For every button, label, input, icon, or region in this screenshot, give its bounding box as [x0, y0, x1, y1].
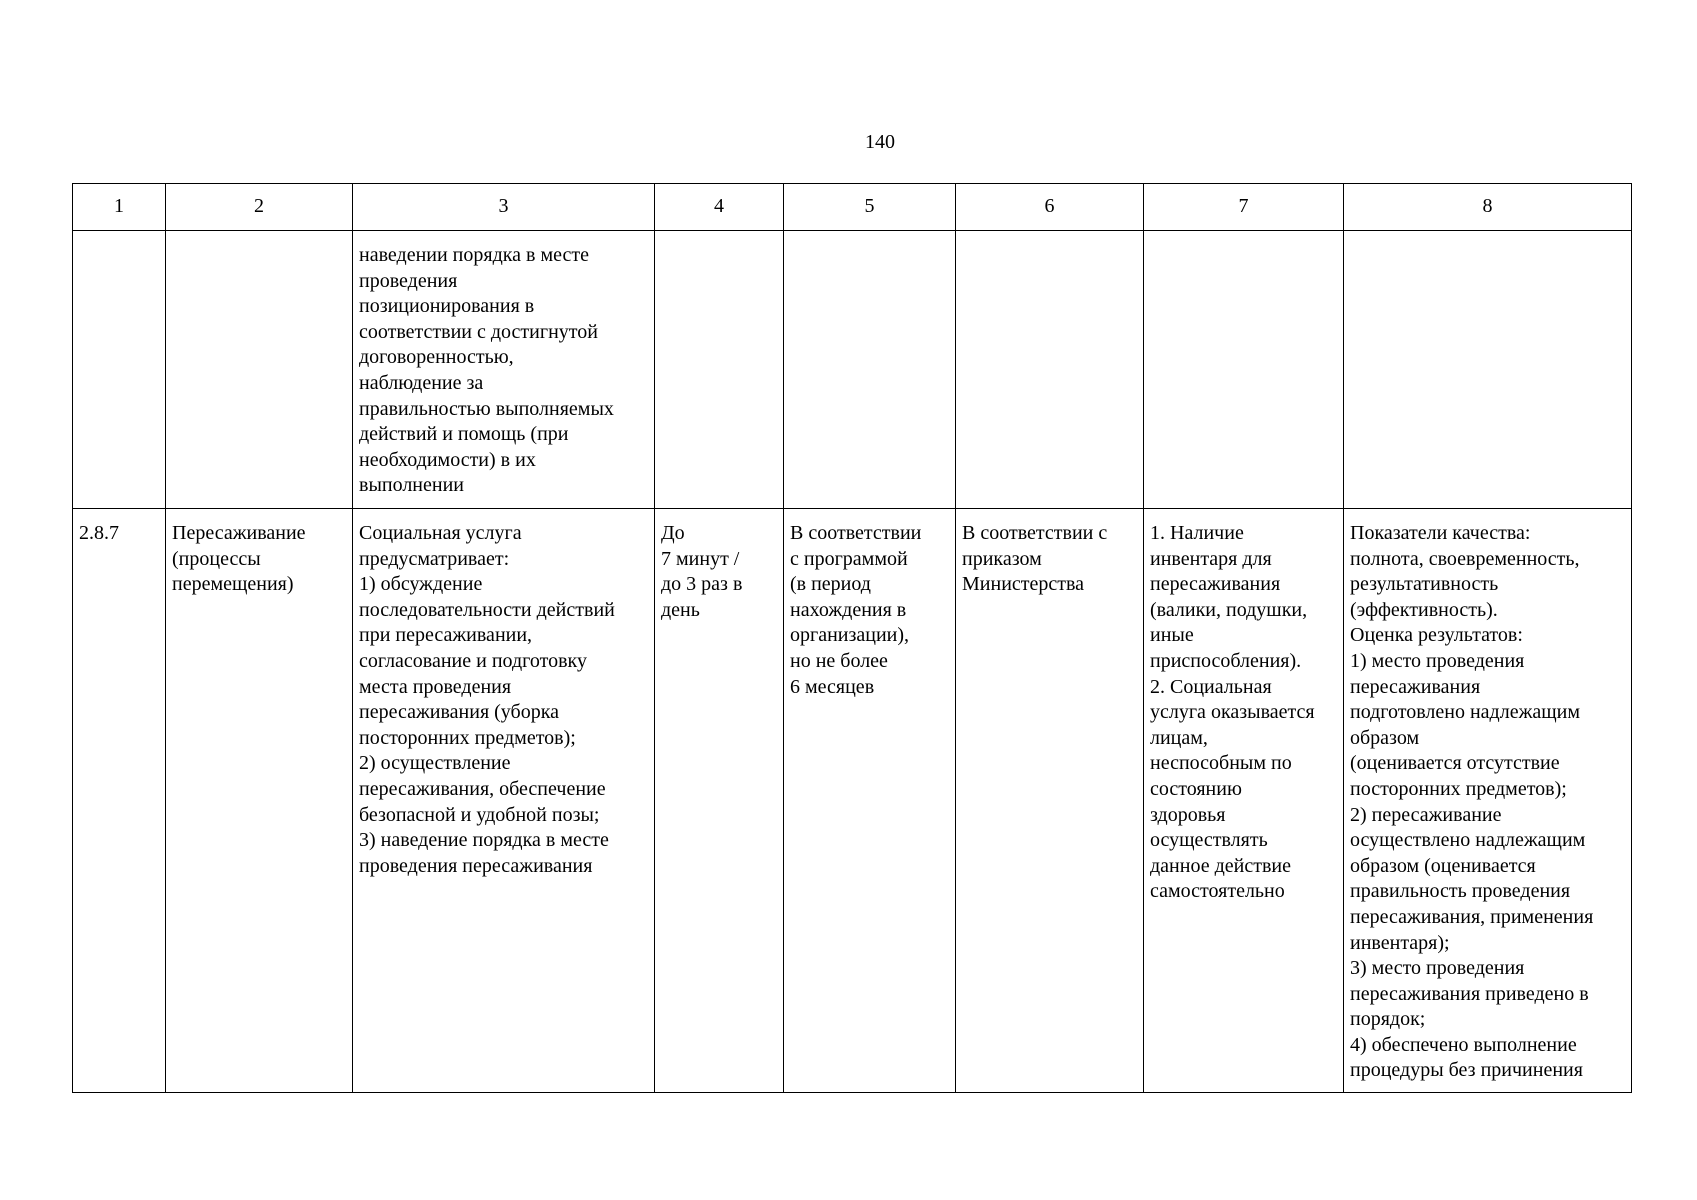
cell-cost	[956, 509, 1144, 1093]
cell-text-line: проведения	[359, 269, 458, 292]
page-number: 140	[865, 131, 895, 153]
cell-text-line: В соответствии	[790, 522, 922, 544]
cell-text-line: неспособным по	[1150, 752, 1292, 775]
cell-text-line: предусматривает:	[359, 547, 510, 570]
cell-text-line: результативность	[1350, 573, 1499, 596]
cell-text-line: В соответствии с	[962, 522, 1108, 544]
cell-text-line: при пересаживании,	[359, 624, 533, 647]
cell-text-line: (эффективность).	[1350, 598, 1498, 621]
cell-text-line: осуществлено надлежащим	[1350, 829, 1586, 852]
cell-text-line: (в период	[790, 573, 871, 596]
cell-text-line: до 3 раз в	[661, 573, 743, 596]
cell-text-line: полнота, своевременность,	[1350, 547, 1580, 570]
cell-text-line: 2) пересаживание	[1350, 803, 1502, 826]
column-header-8: 8	[1344, 184, 1632, 231]
column-header-3: 3	[353, 184, 655, 231]
table-header-row	[73, 184, 1632, 231]
cell-text-line: Оценка результатов:	[1350, 624, 1523, 647]
column-header-1: 1	[73, 184, 166, 231]
cell-service-term	[784, 231, 956, 509]
cell-text-line: 3) место проведения	[1350, 957, 1525, 980]
cell-text-line: но не более	[790, 649, 888, 672]
cell-text-line: 7 минут /	[661, 547, 740, 570]
cell-service-term	[784, 509, 956, 1093]
cell-text-line: Показатели качества:	[1350, 522, 1531, 544]
cell-text-line: перемещения)	[172, 573, 294, 596]
cell-text-line: день	[661, 598, 700, 621]
table-row	[73, 231, 1632, 509]
cell-text-line: осуществлять	[1150, 829, 1268, 852]
services-table	[72, 183, 1632, 1093]
cell-text-line: иные	[1150, 624, 1194, 647]
cell-text-line: (валики, подушки,	[1150, 598, 1308, 621]
cell-text-line: правильностью выполняемых	[359, 397, 614, 420]
cell-text-line: инвентаря для	[1150, 547, 1272, 570]
cell-text-line: приспособления).	[1150, 649, 1302, 672]
cell-conditions	[1144, 231, 1344, 509]
cell-quality-indicators	[1344, 231, 1632, 509]
cell-text-line: выполнении	[359, 474, 464, 497]
cell-text-line: нахождения в	[790, 598, 907, 621]
cell-text-line: с программой	[790, 547, 908, 570]
cell-text-line: данное действие	[1150, 854, 1291, 877]
cell-service-name	[166, 231, 353, 509]
cell-text-line: подготовлено надлежащим	[1350, 701, 1581, 724]
cell-text-line: здоровья	[1150, 803, 1226, 826]
cell-text-line: 3) наведение порядка в месте	[359, 829, 609, 852]
cell-text-line: Социальная услуга	[359, 522, 522, 544]
cell-text-line: образом (оценивается	[1350, 854, 1536, 877]
cell-text-line: До	[661, 522, 685, 544]
cell-text-line: самостоятельно	[1150, 880, 1285, 903]
cell-text-line: услуга оказывается	[1150, 701, 1315, 724]
cell-text-line: договоренностью,	[359, 346, 514, 369]
cell-text-line: проведения пересаживания	[359, 854, 593, 877]
cell-text-line: 2) осуществление	[359, 752, 511, 775]
cell-number	[73, 509, 166, 1093]
cell-text-line: пересаживания приведено в	[1350, 982, 1589, 1005]
cell-text-line: последовательности действий	[359, 598, 615, 621]
cell-text-line: наблюдение за	[359, 371, 484, 394]
cell-norm-time	[655, 509, 784, 1093]
cell-text-line: необходимости) в их	[359, 448, 536, 471]
cell-text-line: образом	[1350, 726, 1420, 749]
cell-text-line: 1) место проведения	[1350, 649, 1525, 672]
cell-text-line: 4) обеспечено выполнение	[1350, 1033, 1577, 1056]
cell-text-line: соответствии с достигнутой	[359, 320, 598, 343]
cell-text-line: 1. Наличие	[1150, 522, 1244, 544]
cell-text-line: места проведения	[359, 675, 512, 698]
cell-text-line: пересаживания, применения	[1350, 905, 1594, 928]
cell-text-line: посторонних предметов);	[1350, 777, 1567, 800]
cell-text-line: инвентаря);	[1350, 931, 1450, 954]
cell-service-name	[166, 509, 353, 1093]
cell-text-line: 2.8.7	[79, 522, 119, 544]
cell-text-line: позиционирования в	[359, 295, 535, 318]
cell-service-description	[353, 509, 655, 1093]
cell-service-description	[353, 231, 655, 509]
cell-text-line: организации),	[790, 624, 910, 647]
cell-text-line: пересаживания (уборка	[359, 701, 559, 724]
cell-text-line: наведении порядка в месте	[359, 244, 590, 266]
cell-conditions	[1144, 509, 1344, 1093]
cell-text-line: посторонних предметов);	[359, 726, 576, 749]
cell-text-line: (оценивается отсутствие	[1350, 752, 1560, 775]
cell-quality-indicators	[1344, 509, 1632, 1093]
cell-text-line: действий и помощь (при	[359, 423, 569, 446]
table-row	[73, 509, 1632, 1093]
cell-cost	[956, 231, 1144, 509]
cell-text-line: правильность проведения	[1350, 880, 1571, 903]
cell-text-line: Министерства	[962, 573, 1085, 596]
cell-text-line: согласование и подготовку	[359, 649, 587, 672]
cell-text-line: лицам,	[1150, 726, 1208, 749]
cell-text-line: пересаживания	[1350, 675, 1481, 698]
column-header-6: 6	[956, 184, 1144, 231]
cell-text-line: 2. Социальная	[1150, 675, 1272, 698]
cell-text-line: процедуры без причинения	[1350, 1059, 1583, 1082]
cell-text-line: (процессы	[172, 547, 261, 570]
cell-text-line: Пересаживание	[172, 522, 306, 544]
cell-text-line: пересаживания, обеспечение	[359, 777, 606, 800]
cell-text-line: 6 месяцев	[790, 675, 875, 698]
cell-text-line: приказом	[962, 547, 1042, 570]
cell-text-line: состоянию	[1150, 777, 1242, 800]
cell-text-line: порядок;	[1350, 1008, 1426, 1031]
column-header-4: 4	[655, 184, 784, 231]
column-header-2: 2	[166, 184, 353, 231]
column-header-5: 5	[784, 184, 956, 231]
cell-number	[73, 231, 166, 509]
cell-text-line: безопасной и удобной позы;	[359, 803, 600, 826]
cell-text-line: 1) обсуждение	[359, 573, 483, 596]
column-header-7: 7	[1144, 184, 1344, 231]
cell-text-line: пересаживания	[1150, 573, 1281, 596]
cell-norm-time	[655, 231, 784, 509]
